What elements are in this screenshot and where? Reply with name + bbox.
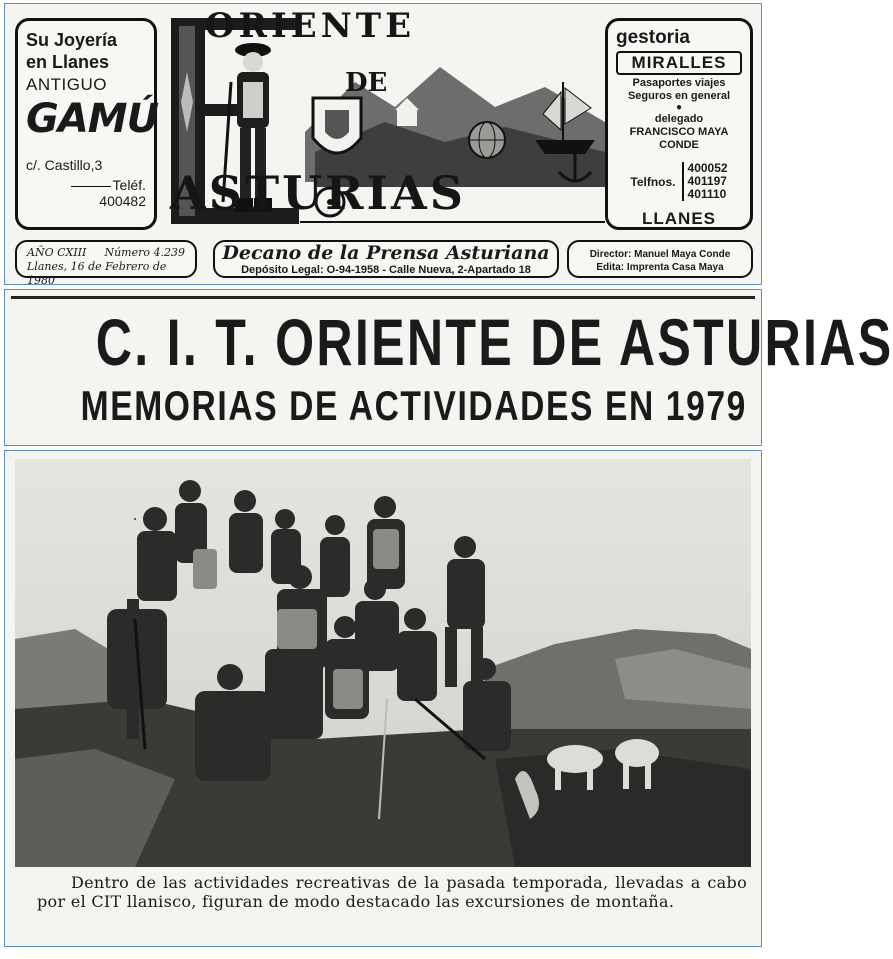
legal-deposit: Depósito Legal: O-94-1958 - Calle Nueva, 2-Apartado 18 <box>241 264 531 276</box>
headline-subtitle: MEMORIAS DE ACTIVIDADES EN 1979 <box>80 382 747 429</box>
phone-list <box>616 162 742 201</box>
motto-title: Decano de la Prensa Asturiana <box>222 242 550 264</box>
title-oriente: ORIENTE <box>205 6 415 46</box>
ad-left-address: c/. Castillo,3 <box>26 157 103 173</box>
headline-title: C. I. T. ORIENTE DE ASTURIAS <box>95 305 893 379</box>
ad-left-line3: ANTIGUO <box>26 75 107 94</box>
phone-label: Telfnos. <box>630 174 676 189</box>
issue-year: AÑO CXIII <box>27 246 87 259</box>
coat-of-arms-icon <box>313 98 361 153</box>
ad-right-city: LLANES <box>642 209 716 228</box>
phone-number: 401110 <box>687 187 727 201</box>
photo-panel <box>4 450 762 947</box>
ad-right-brand: MIRALLES <box>616 51 742 75</box>
ad-right-line7: CONDE <box>659 139 699 151</box>
staff-box <box>567 240 753 278</box>
motto-box <box>213 240 559 278</box>
ad-right-line4: Seguros en general <box>627 90 731 102</box>
ad-left-brand: GAMÚ <box>26 96 159 142</box>
ad-left-line1: Su Joyería <box>26 30 118 50</box>
title-asturias: ASTURIAS <box>170 166 466 220</box>
issue-date: Llanes, 16 de Febrero de 1980 <box>27 260 167 287</box>
bullet-icon: ● <box>675 102 683 113</box>
globe-icon <box>469 122 505 158</box>
ad-right-line5: delegado <box>654 113 704 125</box>
phone-number: 400052 <box>687 161 728 175</box>
issue-number: Número 4.239 <box>104 246 185 259</box>
group-photo <box>15 459 751 867</box>
headline-panel <box>4 289 893 446</box>
masthead-panel <box>4 3 762 285</box>
editor-line: Edita: Imprenta Casa Maya <box>596 262 724 273</box>
photo-caption: Dentro de las actividades recreativas de la pasada temporada, llevadas a cabo por el CIT llanisco, figuran de modo destacado las excursiones de montaña. <box>37 873 747 911</box>
gestoria-advertisement <box>605 18 753 230</box>
ad-left-line2: en Llanes <box>26 52 110 72</box>
ad-right-line3: Pasaportes viajes <box>632 77 726 89</box>
top-rule <box>11 296 755 299</box>
jewelry-advertisement <box>15 18 157 230</box>
ad-left-phone: Teléf. 400482 <box>26 177 146 209</box>
phone-number: 401197 <box>687 174 727 188</box>
title-de: DE <box>345 68 388 98</box>
issue-info <box>15 240 197 287</box>
director-line: Director: Manuel Maya Conde <box>589 249 731 260</box>
ad-right-line1: gestoria <box>616 27 690 48</box>
ad-right-line6: FRANCISCO MAYA <box>629 126 729 138</box>
